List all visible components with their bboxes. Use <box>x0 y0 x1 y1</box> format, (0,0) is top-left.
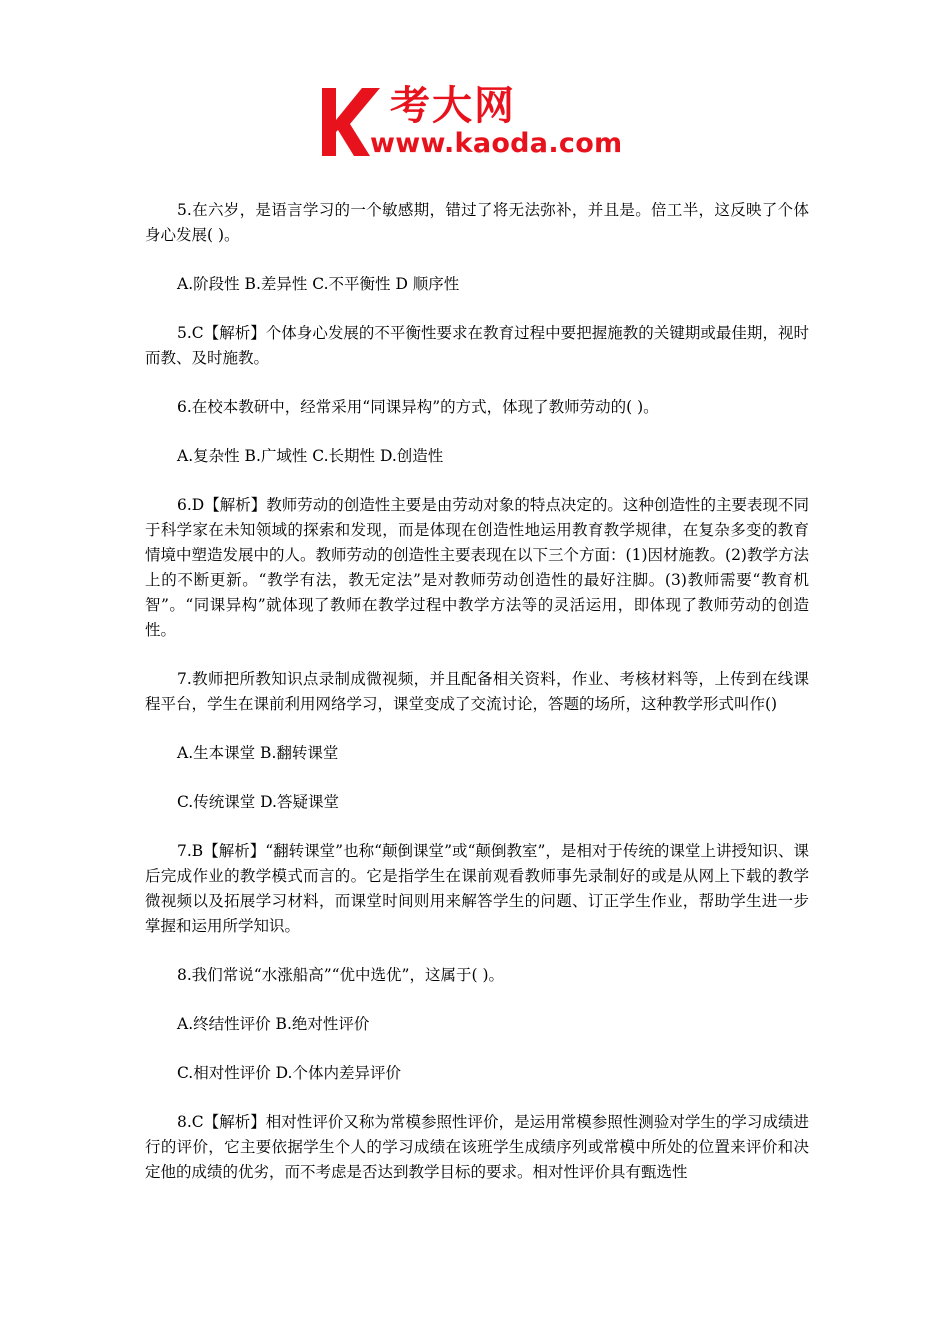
question-8: 8.我们常说“水涨船高”“优中选优”，这属于( )。 <box>177 966 505 984</box>
document-body <box>145 198 809 1209</box>
options-7a: A.生本课堂 B.翻转课堂 <box>177 744 339 762</box>
options-7b: C.传统课堂 D.答疑课堂 <box>177 793 339 811</box>
answer-5: 5.C【解析】个体身心发展的不平衡性要求在教育过程中要把握施教的关键期或最佳期，视时而教、及时施教。 <box>145 324 809 367</box>
answer-7: 7.B【解析】“翻转课堂”也称“颠倒课堂”或“颠倒教室”，是相对于传统的课堂上讲授知识、课后完成作业的教学模式而言的。它是指学生在课前观看教师事先录制好的或是从网上下载的教学微视频以及拓展学习材料，而课堂时间则用来解答学生的问题、订正学生作业，帮助学生进一步掌握和运用所学知识。 <box>145 842 809 935</box>
options-8a: A.终结性评价 B.绝对性评价 <box>177 1015 370 1033</box>
options-8b: C.相对性评价 D.个体内差异评价 <box>177 1064 401 1082</box>
logo-brand-name: 考大网 <box>390 83 516 129</box>
options-6: A.复杂性 B.广域性 C.长期性 D.创造性 <box>177 447 444 465</box>
answer-8: 8.C【解析】相对性评价又称为常模参照性评价，是运用常模参照性测验对学生的学习成绩进行的评价，它主要依据学生个人的学习成绩在该班学生成绩序列或常模中所处的位置来评价和决定他的成绩的优劣，而不考虑是否达到教学目标的要求。相对性评价具有甄选性 <box>145 1113 809 1181</box>
question-6: 6.在校本教研中，经常采用“同课异构”的方式，体现了教师劳动的( )。 <box>177 398 659 416</box>
question-5: 5.在六岁，是语言学习的一个敏感期，错过了将无法弥补，并且是。倍工半，这反映了个体身心发展( )。 <box>145 201 809 244</box>
question-7: 7.教师把所教知识点录制成微视频，并且配备相关资料，作业、考核材料等，上传到在线课程平台，学生在课前利用网络学习，课堂变成了交流讨论，答题的场所，这种教学形式叫作() <box>145 670 809 713</box>
options-5: A.阶段性 B.差异性 C.不平衡性 D 顺序性 <box>177 275 460 293</box>
logo-url: www.kaoda.com <box>370 128 623 159</box>
site-logo[interactable] <box>318 84 638 164</box>
answer-6: 6.D【解析】教师劳动的创造性主要是由劳动对象的特点决定的。这种创造性的主要表现不同于科学家在未知领域的探索和发现，而是体现在创造性地运用教育教学规律，在复杂多变的教育情境中塑造发展中的人。教师劳动的创造性主要表现在以下三个方面：(1)因材施教。(2)教学方法上的不断更新。“教学有法，教无定法”是对教师劳动创造性的最好注脚。(3)教师需要“教育机智”。“同课异构”就体现了教师在教学过程中教学方法等的灵活运用，即体现了教师劳动的创造性。 <box>145 496 809 639</box>
